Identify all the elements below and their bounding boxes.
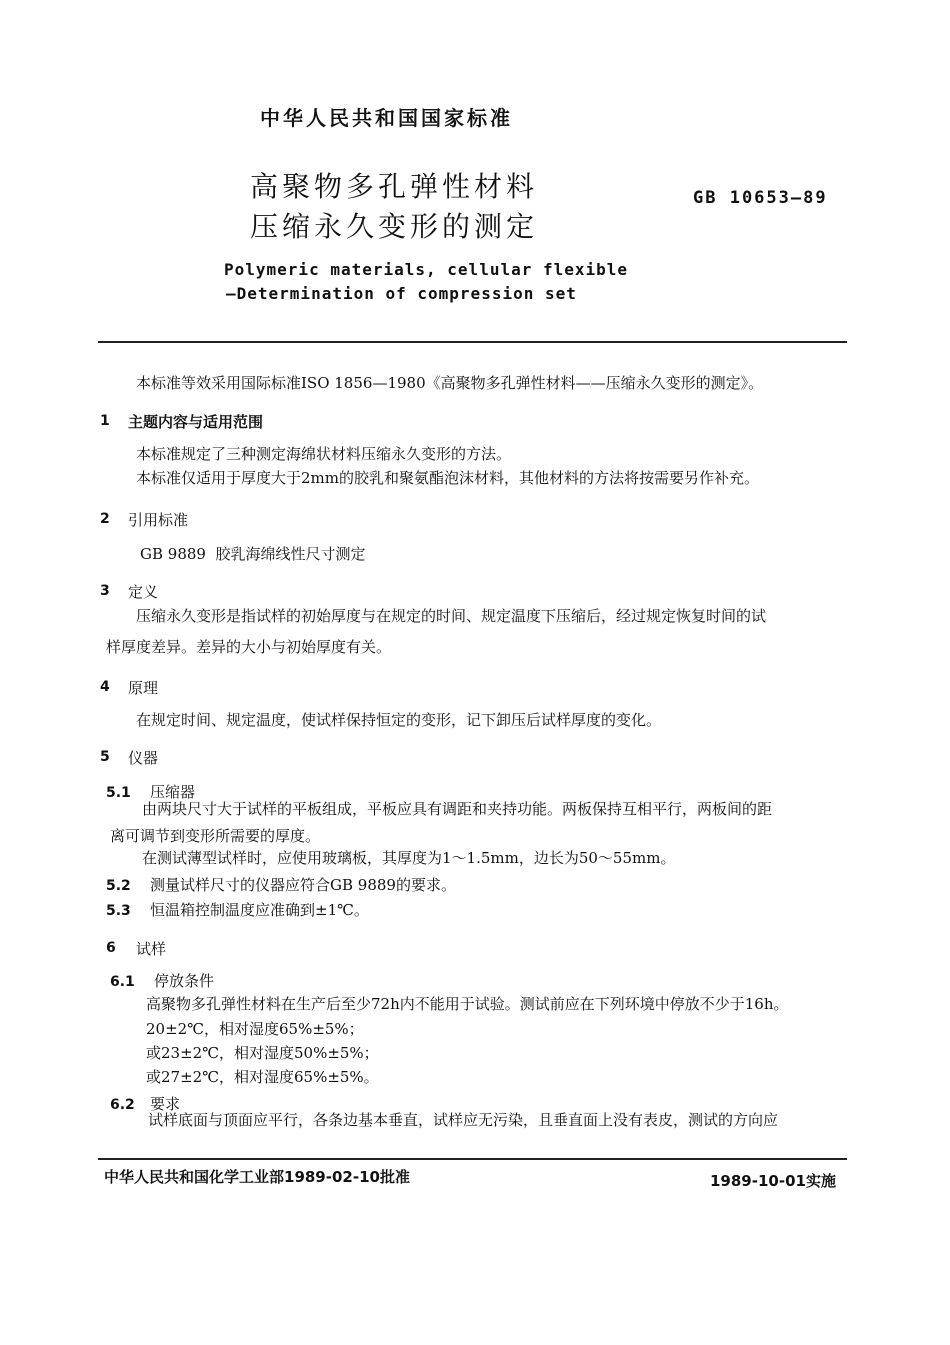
intro-paragraph: 本标准等效采用国际标准ISO 1856—1980《高聚物多孔弹性材料——压缩永久变形的测定》。 (136, 374, 764, 392)
section-4-title: 原理 (128, 679, 159, 697)
section-5-1-paragraph-2: 在测试薄型试样时，应使用玻璃板，其厚度为1～1.5mm，边长为50～55mm。 (142, 849, 676, 867)
section-3-title: 定义 (128, 583, 159, 601)
english-title-line-1: Polymeric materials, cellular flexible (224, 260, 629, 279)
section-6-2-paragraph-1: 试样底面与顶面应平行，各条边基本垂直，试样应无污染，且垂直面上没有表皮，测试的方向应 (148, 1111, 779, 1129)
section-6-1-condition-3: 或27±2℃，相对湿度65%±5%。 (146, 1068, 379, 1086)
section-2-title: 引用标准 (128, 511, 189, 529)
section-6-1-condition-1: 20±2℃，相对湿度65%±5%； (146, 1020, 364, 1038)
section-5-1-number: 5.1 (106, 785, 131, 801)
section-6-number: 6 (106, 940, 116, 956)
standard-number: GB 10653—89 (693, 188, 828, 208)
implementation-date: 1989-10-01实施 (710, 1172, 836, 1190)
section-5-3-number: 5.3 (106, 903, 131, 919)
section-5-1-paragraph-line-2: 离可调节到变形所需要的厚度。 (110, 827, 321, 845)
section-1-number: 1 (100, 413, 110, 429)
section-3-paragraph-line-2: 样厚度差异。差异的大小与初始厚度有关。 (106, 638, 392, 656)
section-6-title: 试样 (136, 940, 167, 958)
section-6-1-number: 6.1 (110, 974, 135, 990)
header-divider (98, 341, 847, 343)
title-line-1: 高聚物多孔弹性材料 (250, 170, 539, 203)
section-6-2-number: 6.2 (110, 1097, 135, 1113)
national-standard-heading: 中华人民共和国国家标准 (260, 106, 513, 130)
section-2-number: 2 (100, 511, 110, 527)
section-1-paragraph-1: 本标准规定了三种测定海绵状材料压缩永久变形的方法。 (136, 445, 512, 463)
section-6-2-title: 要求 (150, 1095, 181, 1113)
section-6-1-condition-2: 或23±2℃，相对湿度50%±5%； (146, 1044, 379, 1062)
footer-divider (98, 1158, 847, 1160)
section-2-paragraph-1: GB 9889 胶乳海绵线性尺寸测定 (140, 545, 366, 563)
section-5-2-number: 5.2 (106, 878, 131, 894)
section-5-number: 5 (100, 749, 110, 765)
section-4-number: 4 (100, 679, 110, 695)
section-6-1-title: 停放条件 (154, 972, 215, 990)
section-5-1-paragraph-line-1: 由两块尺寸大于试样的平板组成，平板应具有调距和夹持功能。两板保持互相平行，两板间的距 (142, 800, 773, 818)
title-line-2: 压缩永久变形的测定 (250, 210, 539, 243)
section-5-1-title: 压缩器 (150, 783, 196, 801)
section-3-number: 3 (100, 583, 110, 599)
section-6-1-paragraph-1: 高聚物多孔弹性材料在生产后至少72h内不能用于试验。测试前应在下列环境中停放不少于16h。 (146, 995, 789, 1013)
section-1-title: 主题内容与适用范围 (128, 413, 264, 431)
section-4-paragraph-1: 在规定时间、规定温度，使试样保持恒定的变形，记下卸压后试样厚度的变化。 (136, 711, 662, 729)
section-5-2-text: 测量试样尺寸的仪器应符合GB 9889的要求。 (150, 876, 456, 894)
section-3-paragraph-line-1: 压缩永久变形是指试样的初始厚度与在规定的时间、规定温度下压缩后，经过规定恢复时间的试 (136, 607, 767, 625)
section-5-title: 仪器 (128, 749, 159, 767)
section-1-paragraph-2: 本标准仅适用于厚度大于2mm的胶乳和聚氨酯泡沫材料，其他材料的方法将按需要另作补充。 (136, 469, 759, 487)
approval-line: 中华人民共和国化学工业部1989-02-10批准 (104, 1168, 410, 1186)
section-5-3-text: 恒温箱控制温度应准确到±1℃。 (150, 901, 369, 919)
english-title-line-2: —Determination of compression set (226, 284, 577, 303)
